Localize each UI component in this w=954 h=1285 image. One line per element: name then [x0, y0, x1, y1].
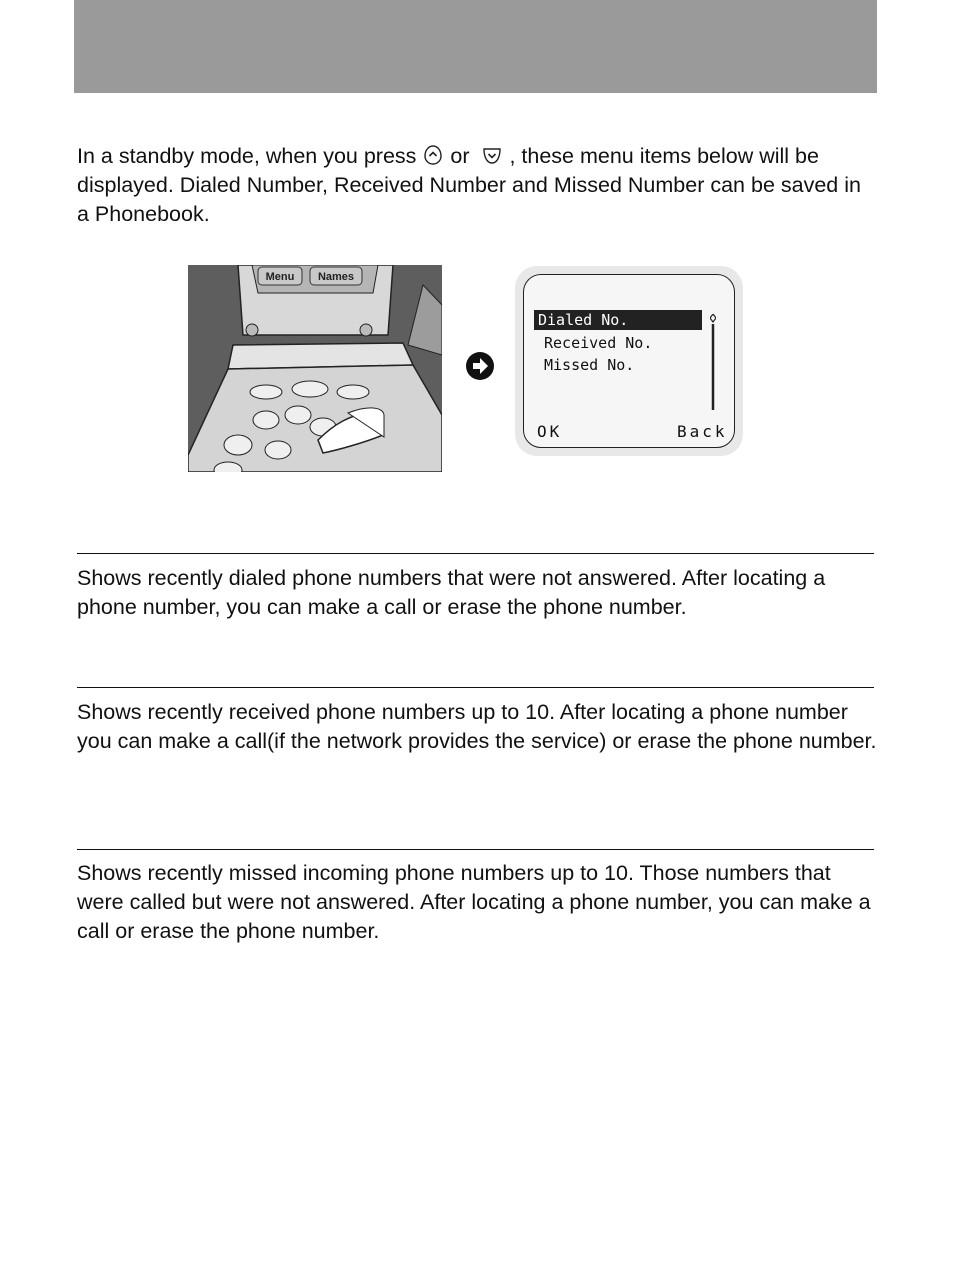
section-divider — [77, 553, 874, 554]
missed-number-description: Shows recently missed incoming phone numbers up to 10. Those numbers that were called but were not answered. After locating a phone number, you can make a call or erase the phone number. — [77, 861, 871, 943]
menu-soft-key-label: Menu — [265, 271, 295, 283]
section-divider — [77, 849, 874, 850]
up-key-icon — [422, 144, 444, 166]
down-key-icon — [481, 144, 503, 166]
right-arrow-icon — [465, 351, 495, 381]
menu-item-missed[interactable]: Missed No. — [544, 356, 635, 374]
scrollbar — [710, 314, 716, 414]
menu-screen — [515, 266, 743, 456]
intro-text-before: In a standby mode, when you press — [77, 144, 423, 168]
ok-soft-key[interactable]: OK — [537, 422, 563, 441]
intro-paragraph — [77, 142, 877, 229]
back-soft-key[interactable]: Back — [677, 422, 728, 441]
intro-text-or: or — [444, 144, 476, 168]
menu-item-received[interactable]: Received No. — [544, 334, 653, 352]
menu-item-dialed[interactable]: Dialed No. — [534, 310, 702, 330]
section-divider — [77, 687, 874, 688]
intro-text-after: , these menu items below will be displayed. Dialed Number, Received Number and Missed Number can be saved in a Phonebook. — [77, 144, 861, 226]
header-band — [74, 0, 877, 93]
received-number-description: Shows recently received phone numbers up to 10. After locating a phone number you can make a call(if the network provides the service) or erase the phone number. — [77, 700, 877, 753]
phone-keypad-illustration — [188, 265, 442, 472]
dialed-number-description: Shows recently dialed phone numbers that were not answered. After locating a phone number, you can make a call or erase the phone number. — [77, 566, 826, 619]
names-soft-key-label: Names — [317, 271, 355, 283]
